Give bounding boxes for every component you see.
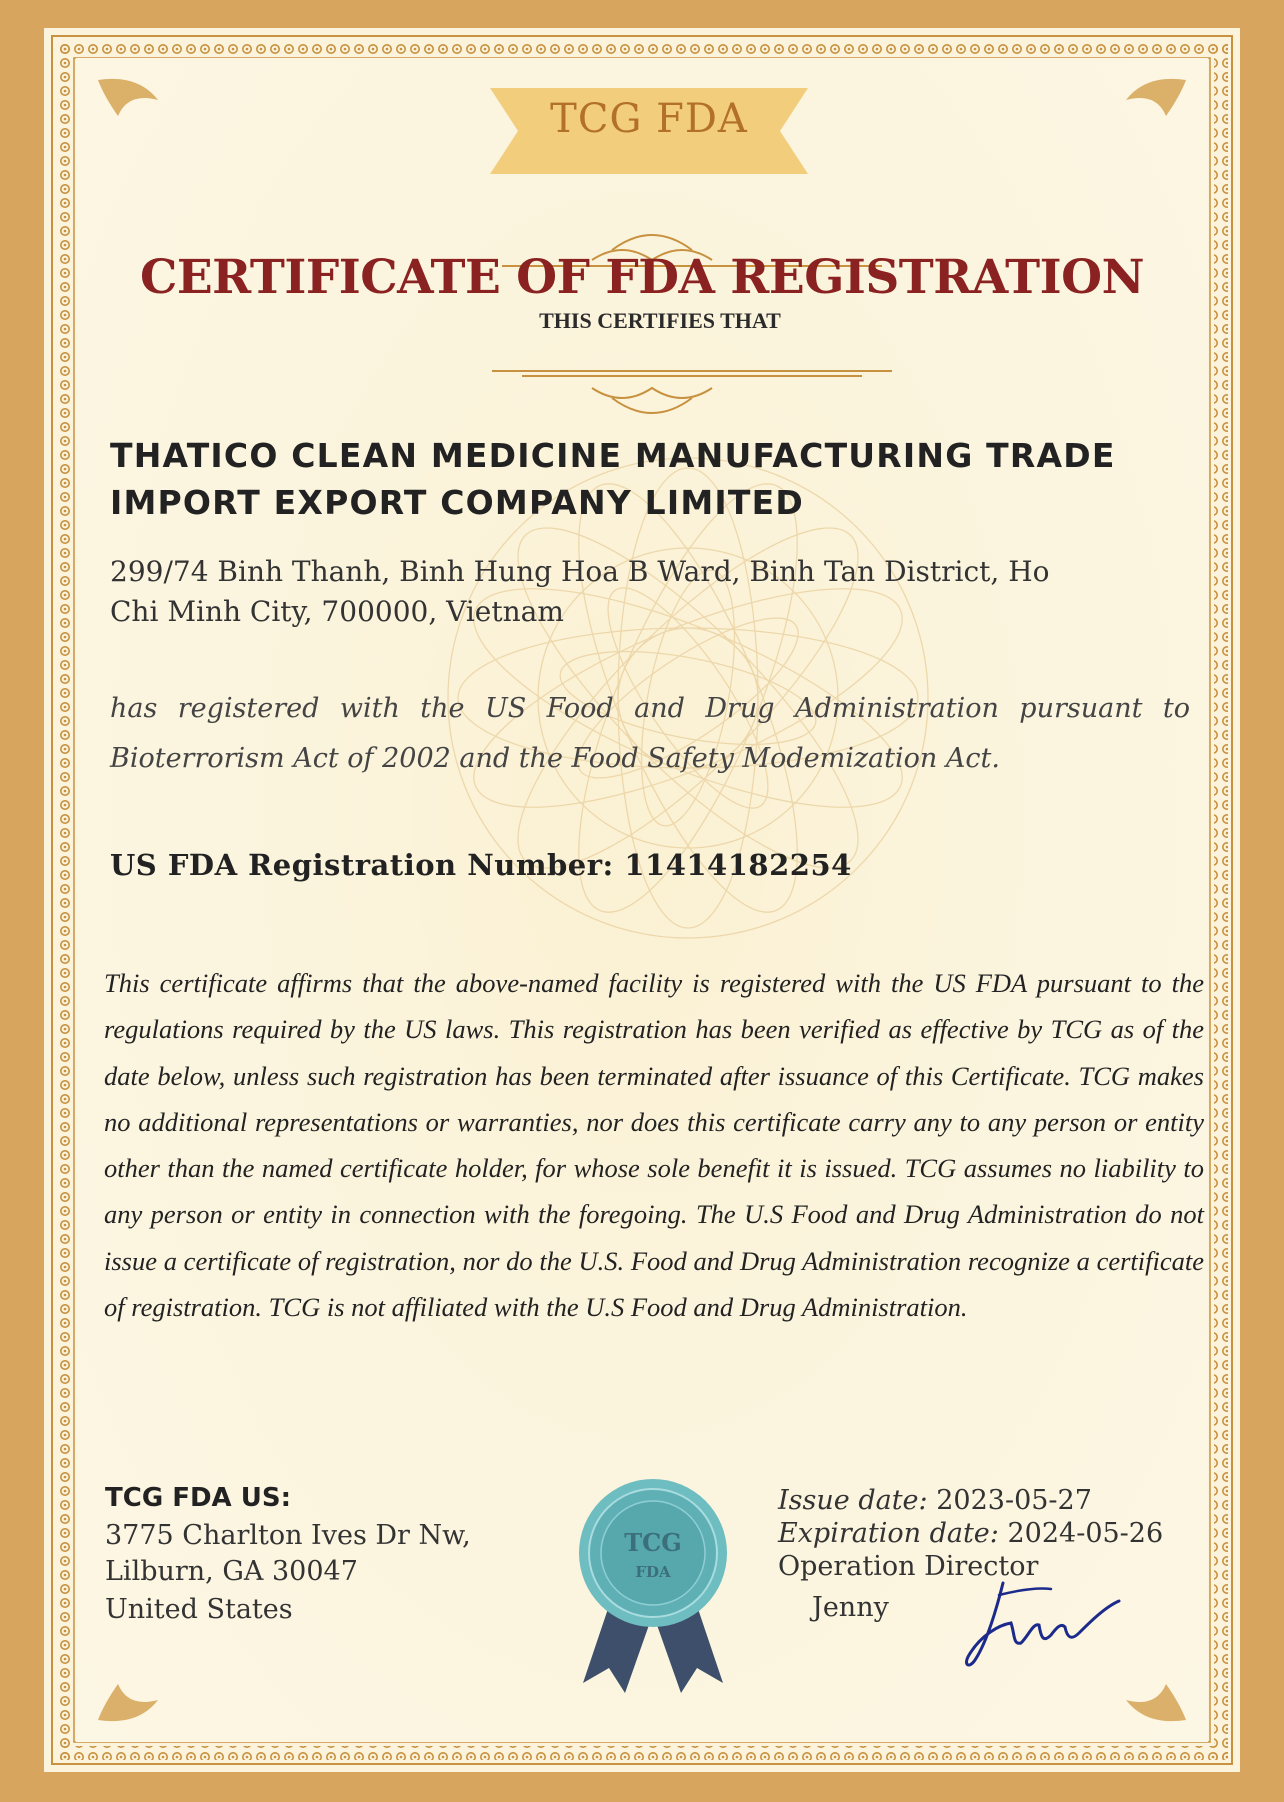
certificate-title: CERTIFICATE OF FDA REGISTRATION xyxy=(139,250,1145,305)
us-office-line2: Lilburn, GA 30047 xyxy=(105,1556,358,1587)
expiration-date xyxy=(778,1518,1163,1549)
company-name-line2: IMPORT EXPORT COMPANY LIMITED xyxy=(110,483,804,522)
certificate-subtitle: THIS CERTIFIES THAT xyxy=(539,308,781,333)
company-name-line1: THATICO CLEAN MEDICINE MANUFACTURING TRADE xyxy=(110,436,1116,475)
expiration-date-value: 2024-05-26 xyxy=(1007,1518,1164,1549)
ribbon-label: TCG FDA xyxy=(550,96,748,142)
registration-label: US FDA Registration Number: xyxy=(110,848,614,882)
issue-date-label: Issue date: xyxy=(778,1485,928,1516)
us-office-line1: 3775 Charlton Ives Dr Nw, xyxy=(105,1520,471,1551)
registration-value: 11414182254 xyxy=(624,848,852,882)
issue-date xyxy=(778,1485,1092,1516)
address-line1: 299/74 Binh Thanh, Binh Hung Hoa B Ward, Binh Tan District, Ho xyxy=(110,555,1050,588)
registered-statement: has registered with the US Food and Drug Administration pursuant to Bioterrorism Act of 2002 and the Food Safety Modemization Act. xyxy=(110,693,1190,774)
company-name xyxy=(110,432,1220,526)
handwritten-signature xyxy=(955,1565,1125,1675)
issue-date-value: 2023-05-27 xyxy=(936,1485,1092,1516)
affirmation-text: This certificate affirms that the above-named facility is registered with the US FDA pursuant to the regulations required by the US laws. This registration has been verified as effective by TCG as of the date below, unless such registration has been terminated after issuance of this Certificate. TCG makes no additional representations or warranties, nor does this certificate carry any to any person or entity other than the named certificate holder, for whose sole benefit it is issued. TCG assumes no liability to any person or entity in connection with the foregoing. The U.S Food and Drug Administration do not issue a certificate of registration, nor do the U.S. Food and Drug Administration recognize a certificate of registration. TCG is not affiliated with the U.S Food and Drug Administration. xyxy=(104,968,1204,1323)
signer-role: Operation Director xyxy=(778,1551,1039,1582)
seal-text-tcg: TCG xyxy=(624,1528,682,1557)
us-office-line3: United States xyxy=(105,1594,293,1625)
seal-text-fda: FDA xyxy=(635,1563,671,1581)
tcg-seal-icon xyxy=(573,1478,733,1698)
expiration-date-label: Expiration date: xyxy=(778,1518,999,1549)
signer-name: Jenny xyxy=(812,1592,889,1623)
us-office-title: TCG FDA US: xyxy=(105,1483,291,1513)
address-line2: Chi Minh City, 700000, Vietnam xyxy=(110,595,564,628)
company-address xyxy=(110,552,1210,632)
registration-number xyxy=(110,848,1110,882)
